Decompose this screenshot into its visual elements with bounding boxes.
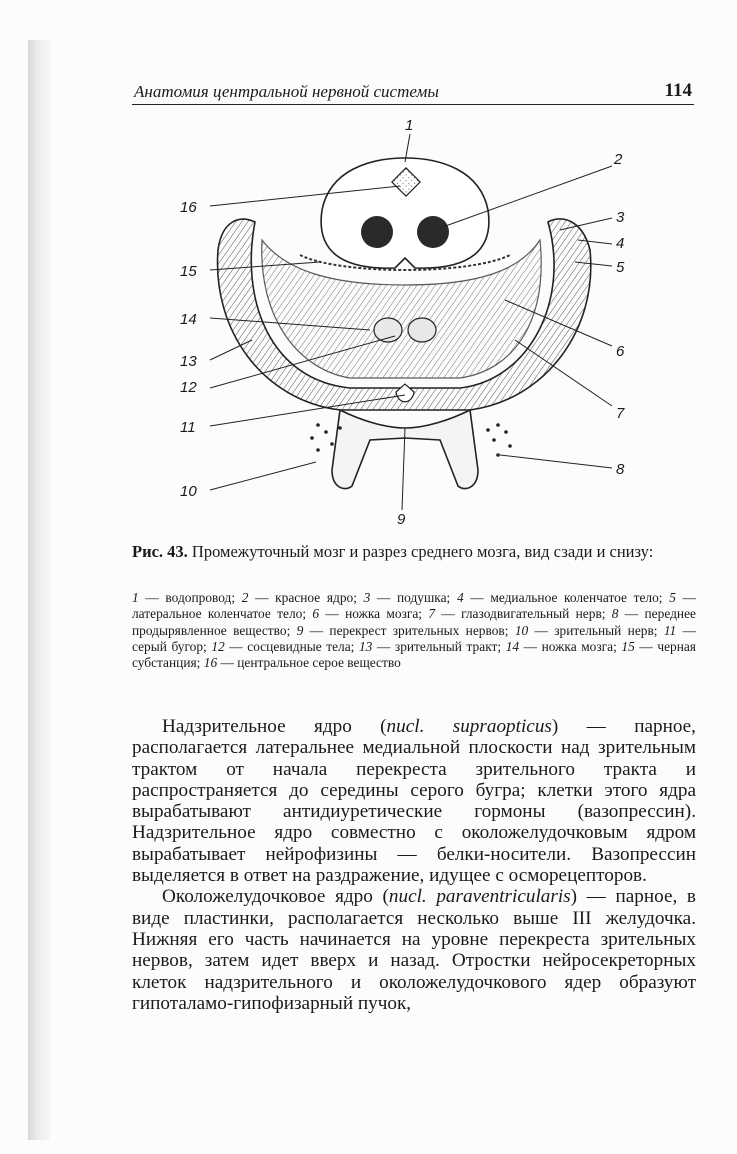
figure-label-2: 2 — [614, 151, 623, 168]
figure-label-3: 3 — [616, 209, 625, 226]
legend-item: 9 — перекрест зрительных нервов; — [296, 622, 509, 638]
legend-item: 16 — центральное серое вещество — [203, 655, 401, 671]
legend-item: 14 — ножка мозга; — [505, 638, 617, 654]
paragraph-supraoptic-nucleus: Надзрительное ядро (nucl. supraopticus) — парное, располагается латеральнее медиальной плоскости над зрительным трактом от начала перекреста зрительного тракта и распространяется до середины серого бугра; клетки этого ядра вырабатывают антидиуретические гормоны (вазопрессин). Надзрительное ядро совместно с околожелудочковым ядром вырабатывает нейрофизины — белки-носители. Вазопрессин выделяется в ответ на раздражение, идущее с осморецепторов. — [132, 716, 696, 887]
figure-label-7: 7 — [616, 405, 625, 422]
figure-legend — [132, 590, 696, 671]
legend-item: 6 — ножка мозга; — [312, 606, 423, 622]
legend-item: 1 — водопровод; — [132, 590, 236, 605]
figure-label-5: 5 — [616, 259, 625, 276]
figure-label-4: 4 — [616, 235, 625, 252]
legend-item: 10 — зрительный нерв; — [514, 622, 658, 638]
figure-label-8: 8 — [616, 461, 625, 478]
optic-chiasm-shape — [332, 410, 478, 489]
figure-label-16: 16 — [180, 199, 197, 216]
figure-label-14: 14 — [180, 311, 197, 328]
figure-caption — [132, 542, 696, 561]
legend-item: 15 — черная субстанция; — [132, 638, 696, 671]
figure-label-11: 11 — [180, 419, 196, 436]
figure-label-13: 13 — [180, 353, 197, 370]
book-binding-shadow — [28, 40, 50, 1140]
figure-label-15: 15 — [180, 263, 197, 280]
mammillary-body-right — [408, 318, 436, 342]
legend-item: 5 — латеральное коленчатое тело; — [132, 590, 696, 622]
legend-item: 3 — подушка; — [363, 590, 451, 605]
legend-item: 2 — красное ядро; — [241, 590, 357, 605]
red-nucleus-right — [417, 216, 449, 248]
figure-label-1: 1 — [405, 117, 414, 134]
figure-caption-text: Промежуточный мозг и разрез среднего мозга, вид сзади и снизу: — [191, 542, 654, 561]
paragraph-paraventricular-nucleus: Околожелудочковое ядро (nucl. paraventricularis) — парное, в виде пластинки, располагается несколько выше III желудочка. Нижняя его часть начинается на уровне перекреста зрительных нервов, затем идет вверх и назад. Отростки нейросекреторных клеток надзрительного и околожелудочкового ядер образуют гипоталамо-гипофизарный пучок, — [132, 886, 696, 1014]
page-number: 114 — [664, 80, 692, 101]
figure-number: Рис. 43. — [132, 542, 188, 561]
legend-item: 7 — глазодвигательный нерв; — [428, 606, 606, 622]
body-text — [132, 716, 696, 1014]
figure-label-6: 6 — [616, 343, 625, 360]
legend-item: 8 — переднее продырявленное вещество; — [132, 606, 696, 638]
running-header-title: Анатомия центральной нервной системы — [134, 82, 439, 101]
figure-label-10: 10 — [180, 483, 197, 500]
legend-item: 12 — сосцевидные тела; — [211, 638, 355, 654]
legend-item: 13 — зрительный тракт; — [358, 638, 502, 654]
running-header — [132, 82, 694, 105]
perforated-substance-right — [486, 423, 512, 457]
figure-43-illustration — [170, 116, 650, 536]
red-nucleus-left — [361, 216, 393, 248]
legend-item: 11 — серый бугор; — [132, 622, 696, 654]
figure-label-12: 12 — [180, 379, 197, 396]
legend-item: 4 — медиальное коленчатое тело; — [456, 590, 663, 605]
figure-label-9: 9 — [397, 511, 406, 528]
gray-tuber-shape — [396, 384, 414, 402]
